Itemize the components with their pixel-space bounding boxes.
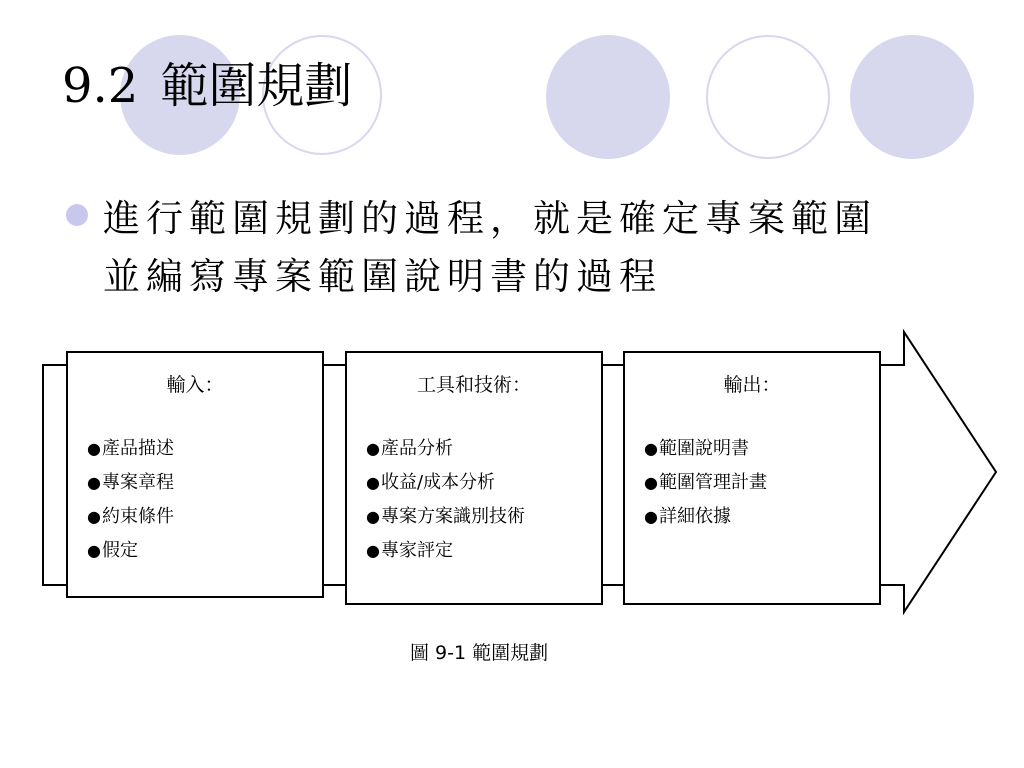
input-heading: 輸入： [166, 374, 224, 396]
output-item: ● 範圍管理計畫 [644, 466, 767, 500]
input-item: ● 假定 [87, 534, 174, 568]
input-item: ● 專案章程 [87, 466, 174, 500]
input-box-back [43, 365, 67, 585]
bullet-line-2: 並編寫專案範圍說明書的過程 [103, 255, 662, 298]
figure-caption: 圖 9-1 範圍規劃 [410, 642, 549, 664]
tools-item: ● 產品分析 [366, 432, 525, 466]
tools-item: ● 收益/成本分析 [366, 466, 525, 500]
output-item: ● 範圍說明書 [644, 432, 767, 466]
tools-item: ● 專家評定 [366, 534, 525, 568]
output-item: ● 詳細依據 [644, 500, 767, 534]
bullet-line-1: 進行範圍規劃的過程，就是確定專案範圍 [103, 197, 877, 240]
tools-list [366, 432, 525, 568]
title-text: 範圍規劃 [160, 58, 353, 114]
output-list [644, 432, 767, 534]
title-number: 9.2 [62, 58, 139, 114]
arrow-head [880, 332, 996, 612]
tools-item: ● 專案方案識別技術 [366, 500, 525, 534]
input-item: ● 約束條件 [87, 500, 174, 534]
input-item: ● 產品描述 [87, 432, 174, 466]
output-heading: 輸出： [723, 374, 781, 396]
output-box-back [600, 365, 624, 585]
tools-heading: 工具和技術： [416, 374, 531, 396]
tools-box-back [322, 365, 346, 585]
input-list [87, 432, 174, 568]
